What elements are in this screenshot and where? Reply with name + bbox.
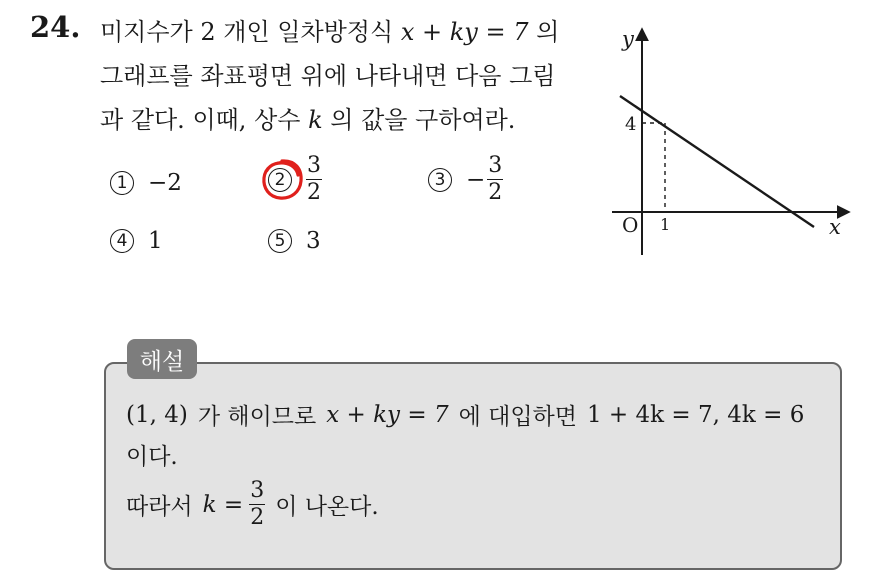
- question-line-2: 그래프를 좌표평면 위에 나타내면 다음 그림: [100, 62, 556, 90]
- solution-equation: x + ky = 7: [326, 401, 449, 428]
- solution-line-1-mid2: 에 대입하면: [458, 404, 577, 430]
- solution-point: (1, 4): [126, 401, 188, 428]
- question-text: [100, 10, 590, 142]
- solution-tab: 해설: [127, 339, 197, 379]
- fraction-denominator: 2: [307, 180, 321, 205]
- question-number: 24.: [30, 10, 81, 44]
- question-line-3-pre: 과 같다. 이때, 상수: [100, 106, 301, 134]
- equation-line: [620, 96, 814, 227]
- fraction-numerator: 3: [250, 478, 265, 503]
- choice-value: 3: [306, 228, 321, 254]
- question-line-1-text: 미지수가 2 개인 일차방정식: [100, 18, 394, 46]
- fraction-denominator: 2: [488, 180, 503, 205]
- question-line-3-post: 의 값을 구하여라.: [330, 106, 516, 134]
- solution-fraction: [249, 478, 265, 531]
- fraction-numerator: 3: [307, 153, 321, 178]
- y-axis-label: y: [622, 27, 634, 51]
- origin-label: O: [622, 213, 639, 237]
- solution-line-1-mid: 가 해이므로: [197, 404, 317, 430]
- question-constant-k: k: [308, 106, 323, 134]
- choice-number: 5: [268, 229, 292, 253]
- choice-number: 3: [428, 168, 452, 192]
- solution-line-3-pre: 따라서: [126, 494, 193, 520]
- x-axis-label: x: [829, 215, 841, 239]
- choice-number: 4: [110, 229, 134, 253]
- fraction-denominator: 2: [250, 505, 265, 530]
- question-line-3: [100, 98, 590, 142]
- choice-sign: −: [466, 166, 486, 193]
- choice-number: 1: [110, 171, 134, 195]
- x-tick-label: 1: [660, 215, 671, 234]
- solution-line-3: [126, 478, 379, 531]
- choice-3[interactable]: [428, 153, 503, 206]
- fraction-numerator: 3: [488, 153, 503, 178]
- question-line-1-end: 의: [536, 18, 560, 46]
- solution-box: [104, 362, 842, 570]
- choice-4[interactable]: [110, 228, 163, 254]
- coordinate-graph: [600, 20, 860, 265]
- solution-line-3-post: 이 나온다.: [275, 494, 379, 520]
- choice-number: 2: [268, 168, 292, 192]
- choice-fraction: [487, 153, 503, 206]
- choice-value: −2: [148, 170, 182, 196]
- solution-line-2: 이다.: [126, 444, 178, 470]
- choice-value: 1: [148, 228, 163, 254]
- y-intercept-label: 4: [625, 114, 637, 135]
- choice-fraction: [306, 153, 322, 206]
- answer-circle-mark: [259, 157, 305, 203]
- question-line-1: [100, 10, 590, 54]
- choice-1[interactable]: [110, 170, 182, 196]
- solution-k-equals: k =: [202, 491, 244, 518]
- question-equation: x + ky = 7: [400, 18, 529, 46]
- solution-equation-2: 1 + 4k = 7, 4k = 6: [586, 401, 805, 428]
- solution-line-1: [126, 398, 804, 431]
- choice-5[interactable]: [268, 228, 321, 254]
